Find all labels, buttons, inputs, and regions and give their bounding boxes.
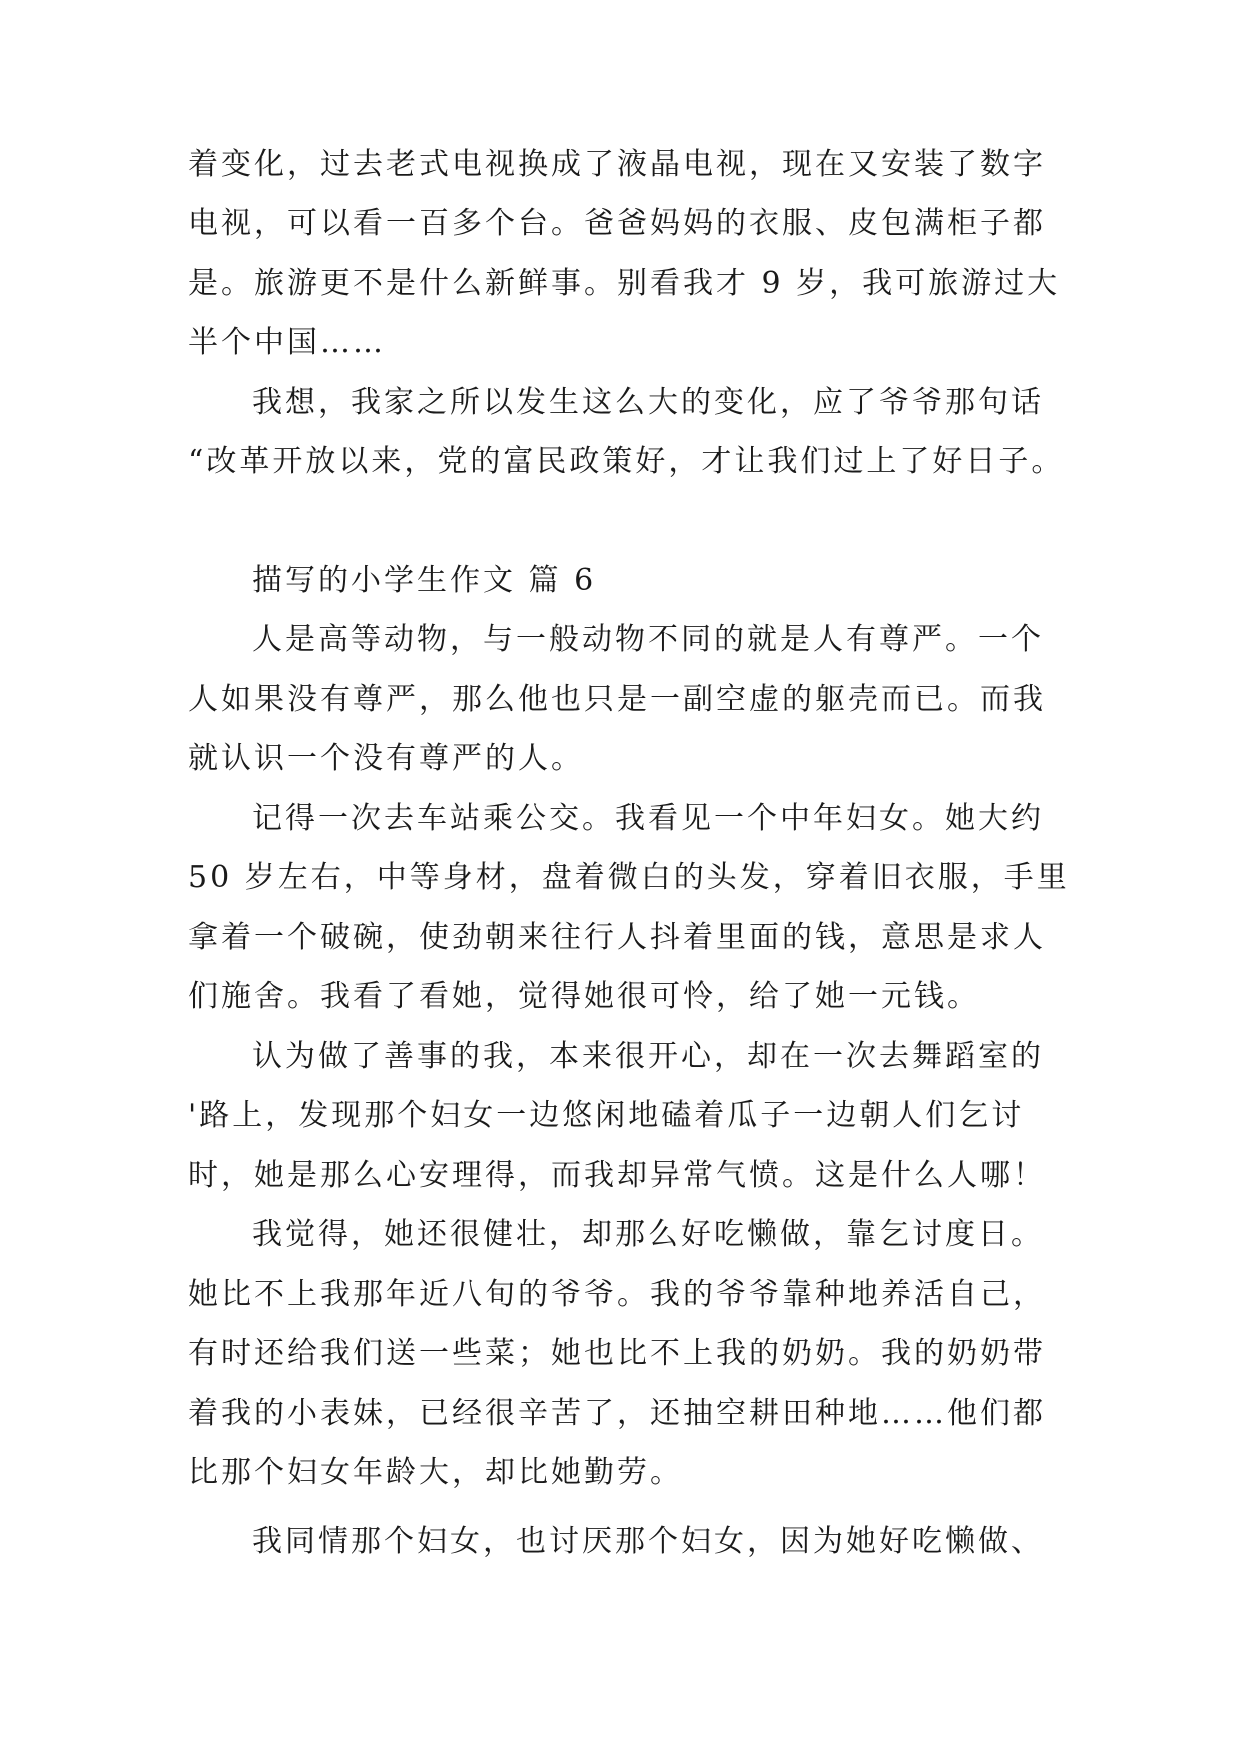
- paragraph-line: 着我的小表妹，已经很辛苦了，还抽空耕田种地……他们都: [188, 1396, 1046, 1431]
- paragraph-line: 认为做了善事的我，本来很开心，却在一次去舞蹈室的: [252, 1039, 1044, 1074]
- paragraph-line: 半个中国……: [188, 325, 386, 360]
- paragraph-line: 我觉得，她还很健壮，却那么好吃懒做，靠乞讨度日。: [252, 1217, 1044, 1252]
- paragraph-line: 是。旅游更不是什么新鲜事。别看我才 9 岁，我可旅游过大: [188, 266, 1061, 301]
- paragraph-line: 50 岁左右，中等身材，盘着微白的头发，穿着旧衣服，手里: [188, 860, 1070, 895]
- paragraph-line: 人如果没有尊严，那么他也只是一副空虚的躯壳而已。而我: [188, 682, 1046, 717]
- paragraph-line: 着变化，过去老式电视换成了液晶电视，现在又安装了数字: [188, 147, 1046, 182]
- paragraph-line: 拿着一个破碗，使劲朝来往行人抖着里面的钱，意思是求人: [188, 920, 1046, 955]
- paragraph-line: “改革开放以来，党的富民政策好，才让我们过上了好日子。: [188, 444, 1065, 479]
- paragraph-line: 们施舍。我看了看她，觉得她很可怜，给了她一元钱。: [188, 979, 980, 1014]
- paragraph-line: 我想，我家之所以发生这么大的变化，应了爷爷那句话: [252, 385, 1044, 420]
- paragraph-line: 比那个妇女年龄大，却比她勤劳。: [188, 1455, 683, 1490]
- paragraph-line: '路上，发现那个妇女一边悠闲地磕着瓜子一边朝人们乞讨: [188, 1098, 1025, 1133]
- paragraph-line: 记得一次去车站乘公交。我看见一个中年妇女。她大约: [252, 801, 1044, 836]
- paragraph-line: 电视，可以看一百多个台。爸爸妈妈的衣服、皮包满柜子都: [188, 206, 1046, 241]
- paragraph-line: 时，她是那么心安理得，而我却异常气愤。这是什么人哪！: [188, 1158, 1046, 1193]
- paragraph-line: 人是高等动物，与一般动物不同的就是人有尊严。一个: [252, 622, 1044, 657]
- paragraph-line: 我同情那个妇女，也讨厌那个妇女，因为她好吃懒做、: [252, 1524, 1044, 1559]
- paragraph-line: 她比不上我那年近八旬的爷爷。我的爷爷靠种地养活自己，: [188, 1277, 1046, 1312]
- paragraph-line: 就认识一个没有尊严的人。: [188, 741, 584, 776]
- section-title: 描写的小学生作文 篇 6: [252, 563, 597, 598]
- paragraph-line: 有时还给我们送一些菜；她也比不上我的奶奶。我的奶奶带: [188, 1336, 1046, 1371]
